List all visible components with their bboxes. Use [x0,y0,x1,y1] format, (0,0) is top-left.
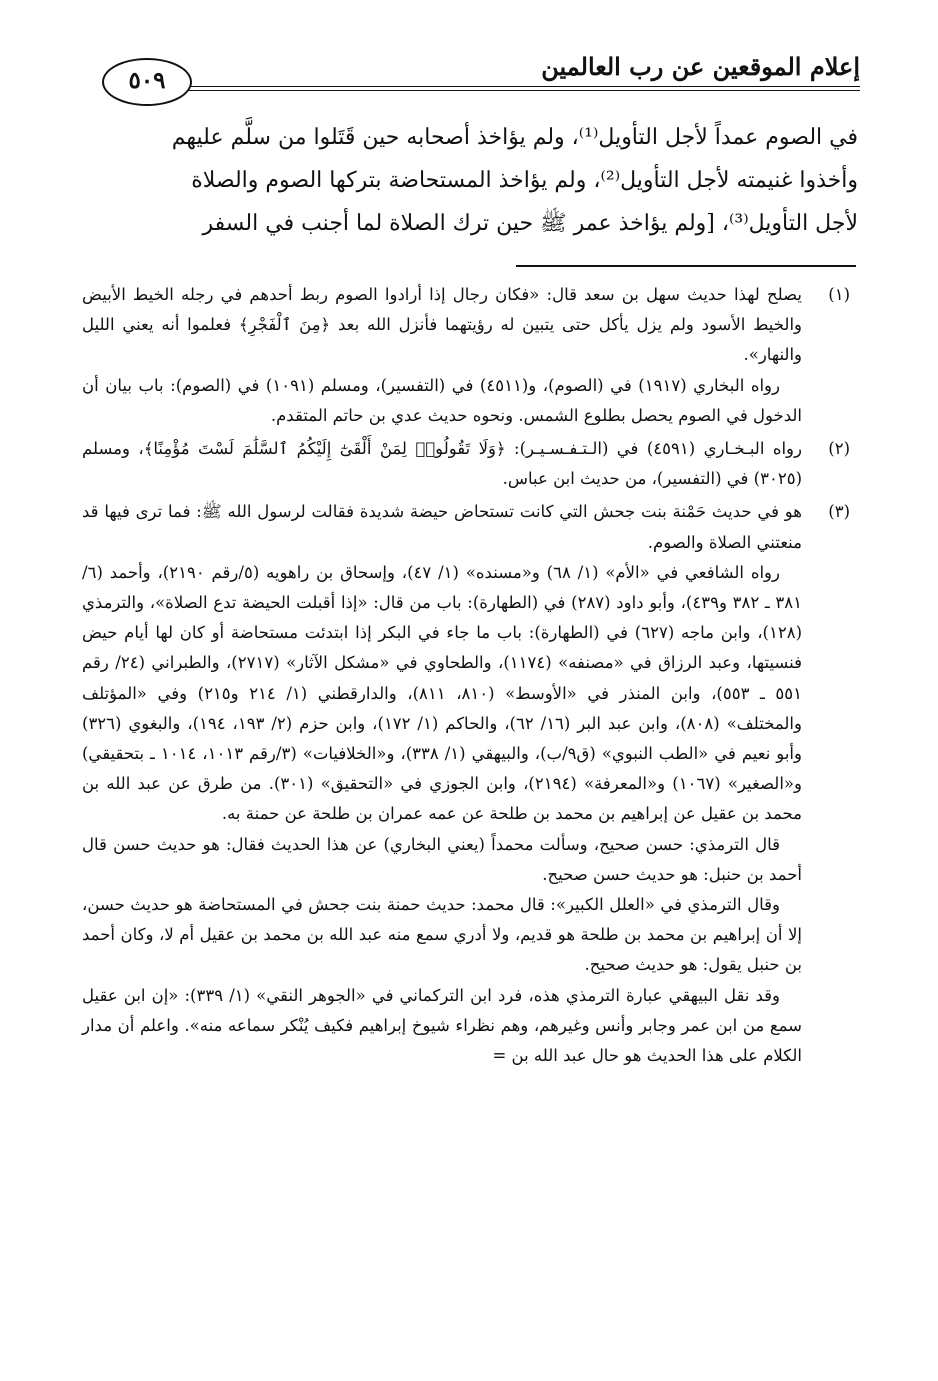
footnote-2 [82,434,850,494]
footnote-3 [82,497,850,1071]
footnote-number: (١) [828,285,850,304]
footnote-number: (٣) [828,502,850,522]
footnotes [82,280,850,1071]
header-rule [175,90,860,91]
footnote-1 [82,280,850,431]
main-text-line: وأخذوا غنيمته لأجل التأويل⁽²⁾، ولم يؤاخذ المستحاضة بتركها الصوم والصلاة [191,168,858,193]
footnote-paragraph: رواه الشافعي في «الأم» (١/ ٦٨) و«مسنده» (١/ ٤٧)، وإسحاق بن راهويه (٥/رقم ٢١٩٠)، وأحمد (٦/ ٣٨١ ـ ٣٨٢ و٤٣٩)، وأبو داود (٢٨٧) في (الطهارة): باب من قال: «إذا أقبلت الحيضة تدع الصلاة»، والترمذي (١٢٨)، وابن ماجه (٦٢٧) في (الطهارة): باب ما جاء في البكر إذا ابتدئت مستحاضة أو كان لها أيام حيض فنسيتها، وعبد الرزاق في «مصنفه» (١١٧٤)، والطحاوي في «مشكل الآثار» (٢٧١٧)، والطبراني (٢٤/ رقم ٥٥١ ـ ٥٥٣)، وابن المنذر في «الأوسط» (٨١٠، ٨١١)، والدارقطني (١/ ٢١٤ و٢١٥) وفي «المؤتلف والمختلف» (٨٠٨)، وابن عبد البر (١٦/ ٦٢)، والحاكم (١/ ١٧٢)، وابن حزم (٢/ ١٩٣، ١٩٤)، والبغوي (٣٢٦) وأبو نعيم في «الطب النبوي» (ق٩/ب)، والبيهقي (١/ ٣٣٨)، و«الخلافيات» (٣/رقم ١٠١٣، ١٠١٤ ـ بتحقيقي) و«الصغير» (١٠٦٧) و«المعرفة» (٢١٩٤)، وابن الجوزي في «التحقيق» (٣٠١). من طرق عن عبد الله بن محمد بن عقيل عن إبراهيم بن محمد بن طلحة عن عمه عمران بن طلحة عن حمنة به. [82,562,802,824]
footnote-paragraph: هو في حديث حَمْنة بنت جحش التي كانت تستحاض حيضة شديدة فقالت لرسول الله ﷺ: فما ترى فيها قد منعتني الصلاة والصوم. [82,502,802,552]
footnote-paragraph: رواه البـخـاري (٤٥٩١) في (الـتـفـسـيـر): ﴿وَلَا تَقُولُوا۟ لِمَنْ أَلْقَىٰٓ إِلَيْكُمُ ٱلسَّلَٰمَ لَسْتَ مُؤْمِنًا﴾، ومسلم (٣٠٢٥) في (التفسير)، من حديث ابن عباس. [82,439,802,489]
main-text [82,116,858,245]
footnote-separator [516,265,856,267]
page-number: ٥٠٩ [102,58,192,106]
header-rule [175,86,860,87]
main-text-line: لأجل التأويل⁽³⁾، [ولم يؤاخذ عمر ﷺ حين ترك الصلاة لما أجنب في السفر [202,211,858,236]
footnote-number: (٢) [828,439,850,459]
footnote-paragraph: رواه البخاري (١٩١٧) في (الصوم)، و(٤٥١١) في (التفسير)، ومسلم (١٠٩١) في (الصوم): باب بيان أن الدخول في الصوم يحصل بطلوع الشمس. ونحوه حديث عدي بن حاتم المتقدم. [82,375,802,425]
main-text-line: في الصوم عمداً لأجل التأويل⁽¹⁾، ولم يؤاخذ أصحابه حين قَتَلوا من سلَّم عليهم [171,125,858,150]
running-header [80,48,860,100]
footnote-paragraph: قال الترمذي: حسن صحيح، وسألت محمداً (يعني البخاري) عن هذا الحديث فقال: هو حديث حسن قال أحمد بن حنبل: هو حديث حسن صحيح. [82,834,802,884]
footnote-paragraph: يصلح لهذا حديث سهل بن سعد قال: «فكان رجال إذا أرادوا الصوم ربط أحدهم في رجله الخيط الأبيض والخيط الأسود ولم يزل يأكل حتى يتبين له رؤيتهما فأنزل الله بعد ﴿مِنَ ٱلْفَجْرِ﴾ فعلموا أنه يعني الليل والنهار». [82,285,802,365]
footnote-paragraph: وقال الترمذي في «العلل الكبير»: قال محمد: حديث حمنة بنت جحش في المستحاضة هو حديث حسن، إلا أن إبراهيم بن محمد بن طلحة هو قديم، ولا أدري سمع منه عبد الله بن محمد بن عقيل أم لا، وكان أحمد بن حنبل يقول: هو حديث صحيح. [82,895,802,975]
footnote-paragraph: وقد نقل البيهقي عبارة الترمذي هذه، فرد ابن التركماني في «الجوهر النقي» (١/ ٣٣٩): «إن ابن عقيل سمع من ابن عمر وجابر وأنس وغيرهم، وهم نظراء شيوخ إبراهيم فكيف يُنْكر سماعه منه». واعلم أن مدار الكلام على هذا الحديث هو حال عبد الله بن = [82,985,802,1066]
book-title: إعلام الموقعين عن رب العالمين [541,52,860,81]
